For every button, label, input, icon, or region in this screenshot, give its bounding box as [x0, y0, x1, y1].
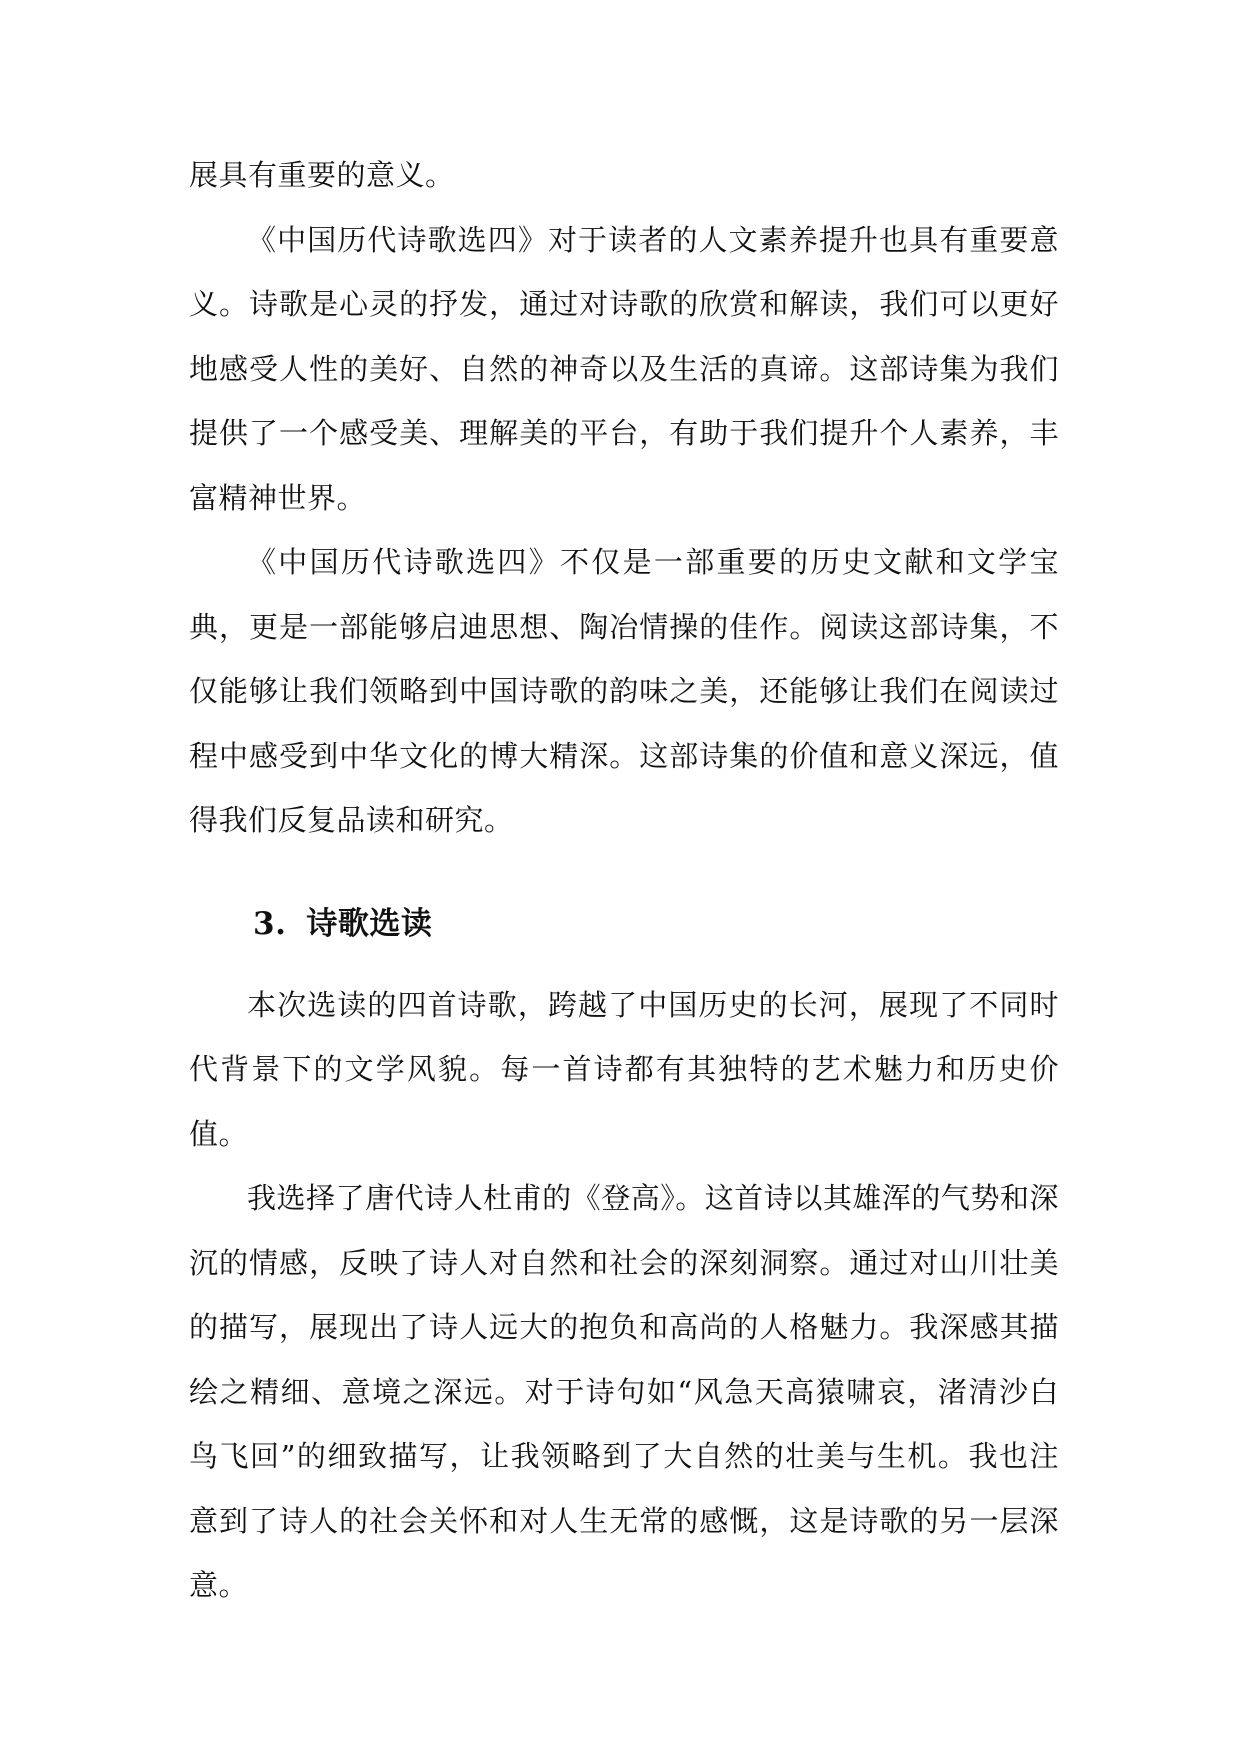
paragraph-denggao: 我选择了唐代诗人杜甫的《登高》。这首诗以其雄浑的气势和深沉的情感，反映了诗人对自然和社会的深刻洞察。通过对山川壮美的描写，展现出了诗人远大的抱负和高尚的人格魅力。我深感其描绘之精细、意境之深远。对于诗句如“风急天高猿啸哀，渚清沙白鸟飞回”的细致描写，让我领略到了大自然的壮美与生机。我也注意到了诗人的社会关怀和对人生无常的感慨，这是诗歌的另一层深意。: [189, 1181, 1059, 1602]
document-body: [189, 143, 1059, 1618]
paragraph-continuation: 展具有重要的意义。: [189, 158, 455, 192]
section-heading: [189, 853, 1059, 973]
section-title: 诗歌选读: [306, 905, 433, 942]
section-number: 3.: [253, 905, 287, 942]
paragraph-conclusion: 《中国历代诗歌选四》不仅是一部重要的历史文献和文学宝典，更是一部能够启迪思想、陶冶情操的佳作。阅读这部诗集，不仅能够让我们领略到中国诗歌的韵味之美，还能够让我们在阅读过程中感受到中华文化的博大精深。这部诗集的价值和意义深远，值得我们反复品读和研究。: [189, 545, 1059, 837]
paragraph-intro: 本次选读的四首诗歌，跨越了中国历史的长河，展现了不同时代背景下的文学风貌。每一首诗都有其独特的艺术魅力和历史价值。: [189, 987, 1059, 1151]
paragraph-literacy: 《中国历代诗歌选四》对于读者的人文素养提升也具有重要意义。诗歌是心灵的抒发，通过对诗歌的欣赏和解读，我们可以更好地感受人性的美好、自然的神奇以及生活的真谛。这部诗集为我们提供了一个感受美、理解美的平台，有助于我们提升个人素养，丰富精神世界。: [189, 222, 1059, 515]
